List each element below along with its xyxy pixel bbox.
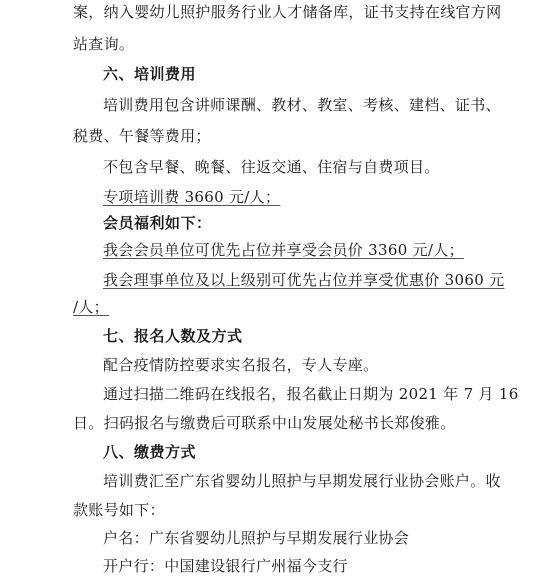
- paragraph-line: 培训费用包含讲师课酬、教材、教室、考核、建档、证书、: [103, 96, 501, 114]
- member-price-line: 我会会员单位可优先占位并享受会员价 3360 元/人；: [103, 241, 464, 259]
- paragraph-line: 案，纳入婴幼儿照护服务行业人才储备库，证书支持在线官方网: [73, 3, 502, 21]
- paragraph-line: 通过扫描二维码在线报名，报名截止日期为 2021 年 7 月 16: [103, 385, 519, 403]
- section-heading-6: 六、培训费用: [103, 65, 197, 83]
- paragraph-line: 款账号如下：: [73, 501, 165, 519]
- paragraph-line: 税费、午餐等费用；: [73, 127, 211, 145]
- section-heading-7: 七、报名人数及方式: [103, 327, 243, 345]
- training-fee-line: 专项培训费 3660 元/人；: [103, 188, 281, 206]
- director-price-line-cont: /人；: [73, 298, 109, 316]
- bank-line: 开户行：中国建设银行广州福今支行: [103, 557, 348, 575]
- member-benefits-label: 会员福利如下：: [103, 214, 212, 232]
- director-price-line: 我会理事单位及以上级别可优先占位并享受优惠价 3060 元: [103, 271, 505, 289]
- paragraph-line: 不包含早餐、晚餐、往返交通、住宿与自费项目。: [103, 158, 440, 176]
- paragraph-line: 培训费汇至广东省婴幼儿照护与早期发展行业协会账户。收: [103, 472, 501, 490]
- paragraph-line: 日。扫码报名与缴费后可联系中山发展处秘书长郑俊雅。: [73, 414, 456, 432]
- paragraph-line: 站查询。: [73, 35, 135, 53]
- section-heading-8: 八、缴费方式: [103, 443, 197, 461]
- account-name-line: 户名：广东省婴幼儿照护与早期发展行业协会: [103, 529, 410, 547]
- paragraph-line: 配合疫情防控要求实名报名，专人专座。: [103, 356, 379, 374]
